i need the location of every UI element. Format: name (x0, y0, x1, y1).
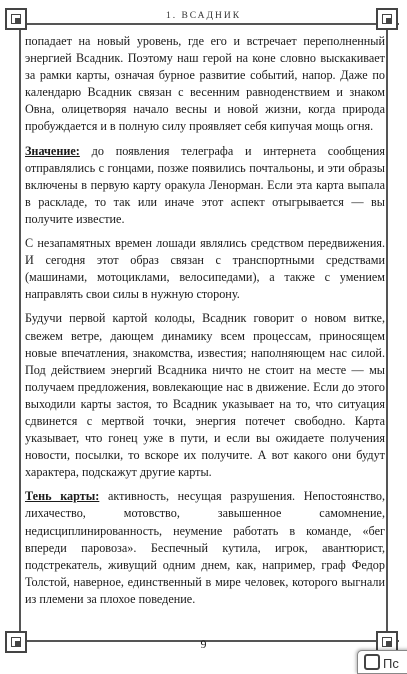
paragraph-meaning (25, 143, 385, 228)
paragraph-first-card (25, 310, 385, 481)
frame-left-line (19, 23, 21, 641)
page-number: 9 (200, 637, 207, 651)
paragraph-intro (25, 33, 385, 136)
overlay-peek-button[interactable] (357, 650, 407, 674)
frame-top-line (8, 23, 399, 25)
frame-right-line (386, 23, 388, 641)
page-body (25, 33, 385, 615)
running-title: 1. ВСАДНИК (165, 11, 242, 21)
paragraph-transport (25, 235, 385, 303)
paragraph-text: С незапамятных времен лошади являлись средством передвижения. И сегодня этот образ связан с транспортными средствами (машинами, мотоциклами, велосипедами), а также с умением направлять свои силы в нужную сторону. (25, 236, 385, 302)
meaning-term: Значение: (25, 143, 80, 158)
paragraph-text: до появления телеграфа и интернета сообщения отправлялись с гонцами, позже появились почтальоны, и эти образы включены в первую карту оракула Ленорман. Если эта карта выпала в раскладе, то так или иначе этот аспект отыгрывается — вы получите известие. (25, 143, 385, 226)
paragraph-shadow (25, 488, 385, 608)
shadow-term: Тень карты: (25, 489, 100, 504)
paragraph-text: попадает на новый уровень, где его и встречает переполненный энергией Всадник. Поэтому наш герой на коне словно выскакивает за рамки карты, означая бурное развитие событий, напор. Даже по календарю Всадник связан с весенним равноденствием и знаком Овна, олицетворяя начало весны и новой жизни, когда природа пробуждается и в полную силу проявляет себя кипучая мощь огня. (25, 34, 385, 134)
paragraph-text: Будучи первой картой колоды, Всадник говорит о новом витке, свежем ветре, дающем динамику всем процессам, приносящем новые впечатления, знакомства, известия; наполняющем нас силой. Под действием энергий Всадника ничто не стоит на месте — мы получаем предложения, вовлекающие нас в движение. Если до этого выходили карты застоя, то Всадник указывает на то, что ситуация сдвинется с мертвой точки, энергия потечет свободно. Карта указывает, что гонец уже в пути, и если вы ожидаете получения новости, посылки, то вскоре их получите. А вот какого они будут характера, подскажут другие карты. (25, 311, 385, 480)
paragraph-text: активность, несущая разрушения. Непостоянство, лихачество, мотовство, завышенное самомнение, недисциплинированность, неумение работать в команде, «бег впереди паровоза». Беспечный кутила, игрок, авантюрист, подстрекатель, живущий одним днем, как, например, граф Федор Толстой, наверное, единственный в мире человек, которого выгнали из племени за плохое поведение. (25, 489, 385, 606)
overlay-peek-label: Пс (383, 656, 399, 671)
